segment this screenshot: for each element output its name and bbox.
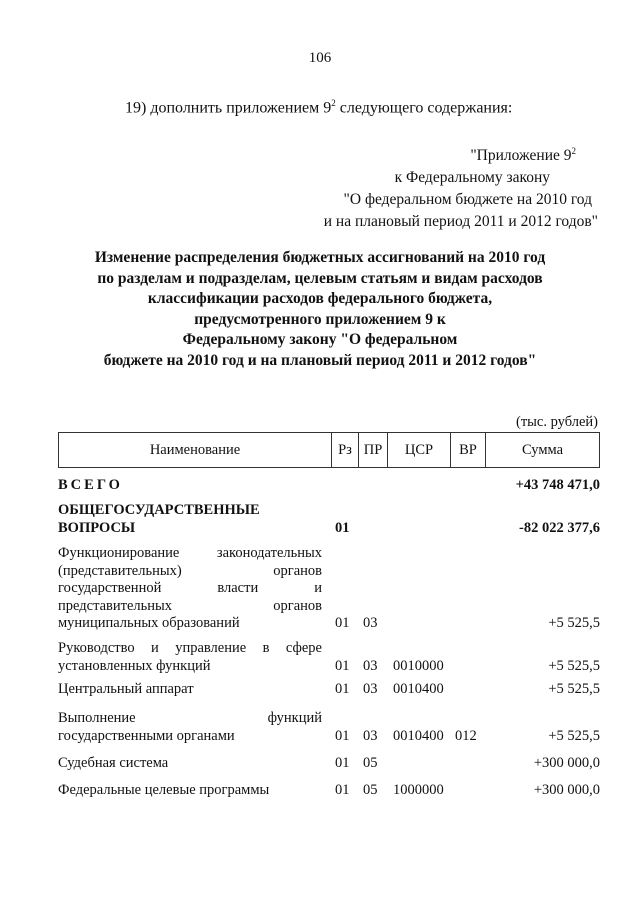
row-name — [58, 755, 322, 773]
row-name-line: муниципальных образований — [58, 615, 240, 631]
appendix-header — [324, 140, 598, 233]
row-csr: 0010000 — [393, 657, 444, 674]
row-rz: 01 — [335, 782, 350, 798]
row-name-line: Федеральные целевые программы — [58, 782, 270, 798]
row-sum: +5 525,5 — [548, 615, 600, 631]
title-line: классификации расходов федерального бюджета, — [147, 290, 493, 307]
row-sum: +43 748 471,0 — [515, 477, 600, 493]
row-name — [58, 545, 322, 633]
row-rz: 01 — [335, 755, 350, 771]
row-name — [58, 681, 322, 699]
row-name-line: ВСЕГО — [58, 477, 123, 493]
row-name — [58, 710, 322, 745]
row-name-line: государственной власти и — [58, 580, 322, 596]
row-sum: +5 525,5 — [548, 727, 600, 744]
intro-main: 19) дополнить приложением 9 — [125, 99, 332, 117]
row-name-line: представительных органов — [58, 597, 322, 614]
row-name-line: государственными органами — [58, 727, 235, 744]
row-name-line: (представительных) органов — [58, 562, 322, 579]
row-sum: +300 000,0 — [533, 782, 600, 798]
row-sum: +5 525,5 — [548, 657, 600, 674]
row-sum: +5 525,5 — [548, 681, 600, 697]
row-name-line: установленных функций — [58, 657, 211, 674]
row-name-line: Центральный аппарат — [58, 681, 194, 697]
row-name-line: ОБЩЕГОСУДАРСТВЕННЫЕ — [58, 502, 260, 518]
row-rz: 01 — [335, 519, 350, 536]
page-number: 106 — [308, 50, 332, 66]
row-name-line: Руководство и управление в сфере — [58, 640, 322, 656]
col-rz: Рз — [332, 433, 359, 468]
title-line: бюджете на 2010 год и на плановый период 2011 и 2012 годов" — [103, 351, 537, 369]
row-csr: 1000000 — [393, 782, 444, 798]
title-line: Федеральному закону "О федеральном — [182, 331, 458, 348]
col-pr: ПР — [359, 433, 388, 468]
row-pr: 03 — [363, 615, 378, 631]
row-name-line: Функционирование законодательных — [58, 545, 322, 561]
intro-sup: 2 — [331, 98, 336, 108]
row-name-line: Выполнение функций — [58, 710, 322, 726]
appendix-line-2: к Федеральному закону — [394, 169, 550, 187]
document-title — [0, 248, 640, 371]
row-name-line: ВОПРОСЫ — [58, 519, 136, 536]
title-line: предусмотренного приложением 9 к — [194, 310, 446, 328]
title-line: по разделам и подразделам, целевым статьям и видам расходов — [97, 269, 543, 287]
row-sum: +300 000,0 — [533, 755, 600, 771]
row-pr: 03 — [363, 681, 378, 697]
row-name — [58, 502, 322, 537]
row-name — [58, 477, 322, 495]
row-csr: 0010400 — [393, 681, 444, 697]
units-label: (тыс. рублей) — [516, 414, 598, 430]
intro-rest: следующего содержания: — [335, 99, 513, 117]
row-name-line: Судебная система — [58, 755, 169, 771]
col-sum: Сумма — [486, 433, 600, 468]
row-pr: 03 — [363, 727, 378, 744]
row-sum: -82 022 377,6 — [519, 519, 600, 536]
col-vr: ВР — [451, 433, 486, 468]
row-name — [58, 782, 322, 800]
row-name — [58, 640, 322, 675]
row-rz: 01 — [335, 681, 350, 697]
col-csr: ЦСР — [388, 433, 451, 468]
row-vr: 012 — [455, 727, 477, 744]
row-rz: 01 — [335, 657, 350, 674]
appendix-line-1: "Приложение $9^2$ — [470, 146, 576, 165]
row-pr: 05 — [363, 755, 378, 771]
row-rz: 01 — [335, 615, 350, 631]
appendix-line-3: "О федеральном бюджете на 2010 год — [343, 191, 592, 209]
row-rz: 01 — [335, 727, 350, 744]
row-pr: 05 — [363, 782, 378, 798]
row-pr: 03 — [363, 657, 378, 674]
appendix-line-4: и на плановый период 2011 и 2012 годов" — [323, 213, 598, 231]
intro-text — [125, 98, 512, 117]
table-header — [58, 432, 600, 468]
title-line: Изменение распределения бюджетных ассигнований на 2010 год — [94, 249, 546, 266]
col-name: Наименование — [59, 433, 332, 468]
row-csr: 0010400 — [393, 727, 444, 744]
